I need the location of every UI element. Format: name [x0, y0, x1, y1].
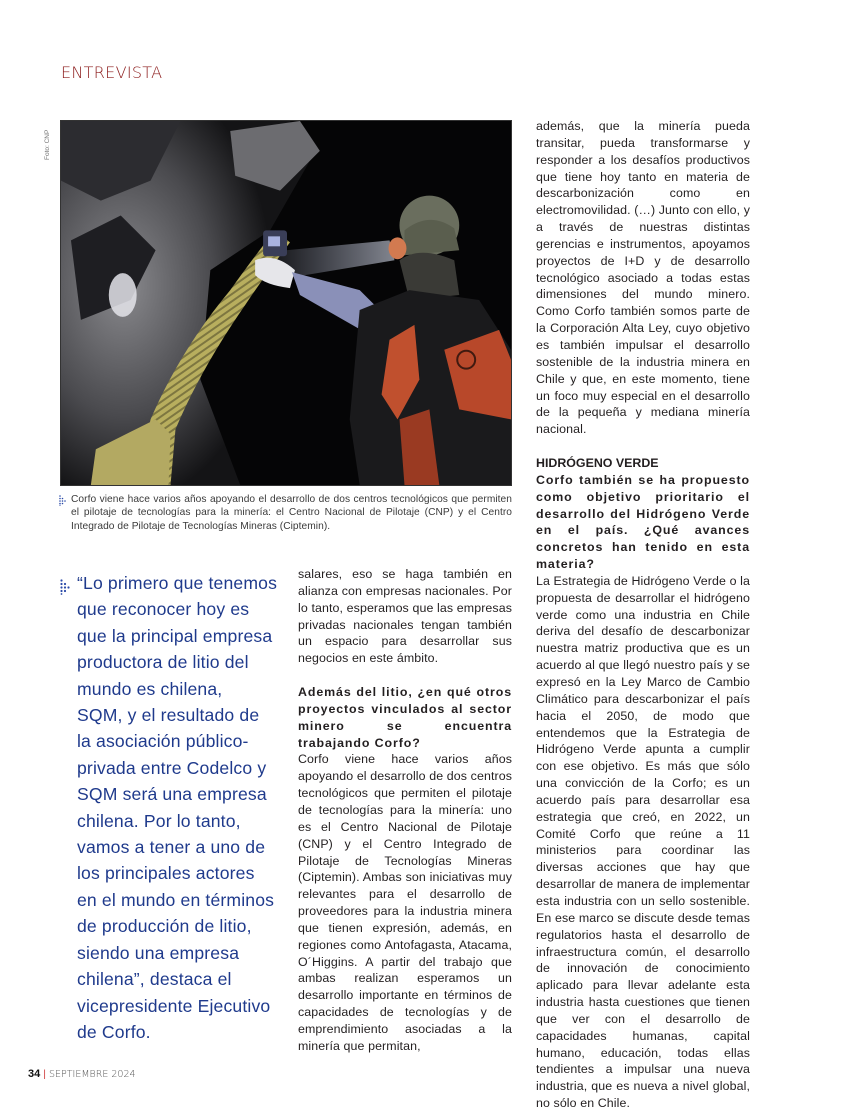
- pullquote-line: que la principal empresa: [77, 625, 273, 646]
- mine-worker-illustration: [61, 121, 511, 485]
- section-label: ENTREVISTA: [61, 63, 163, 82]
- dotted-arrow-bullet-icon: [59, 495, 68, 510]
- pullquote-line: productora de litio del: [77, 652, 249, 673]
- pullquote-line: privada entre Codelco y: [77, 757, 267, 778]
- pullquote-line: la asociación público-: [77, 731, 249, 752]
- article-photo: [60, 120, 512, 486]
- pullquote-line: SQM, y el resultado de: [77, 705, 260, 726]
- pullquote-line: “Lo primero que tenemos: [77, 573, 278, 593]
- interview-question: Corfo también se ha propuesto como objetivo prioritario el desarrollo del Hidrógeno Verde en el país. ¿Qué avances concretos han tenido en esta materia?: [536, 472, 750, 572]
- dotted-arrow-bullet-icon: [60, 576, 73, 602]
- pullquote-line: mundo es chilena,: [77, 678, 223, 699]
- photo-caption: [59, 493, 512, 533]
- pullquote-line: SQM será una empresa: [77, 784, 267, 805]
- caption-text: Corfo viene hace varios años apoyando el desarrollo de dos centros tecnológicos que permiten el pilotaje de tecnologías para la minería: el Centro Nacional de Pilotaje (CNP) y el Centro Integrado de Pilotaje de Tecnologías Mineras (Ciptemin).: [71, 494, 512, 532]
- page-footer: [28, 1068, 136, 1080]
- article-column-right: [536, 118, 750, 1111]
- issue-date: SEPTIEMBRE 2024: [48, 1069, 136, 1080]
- article-column-middle: [298, 566, 512, 1055]
- photo-credit: Foto: CNP: [44, 129, 51, 160]
- body-paragraph: salares, eso se haga también en alianza con empresas nacionales. Por lo tanto, esperamos que las empresas privadas nacionales tengan también un espacio para desarrollar sus negocios en este ámbito.: [298, 567, 512, 666]
- pullquote-line: en el mundo en términos: [77, 889, 275, 910]
- pullquote-line: siendo una empresa: [77, 942, 240, 963]
- pullquote-line: chilena”, destaca el: [77, 969, 232, 990]
- body-paragraph: además, que la minería pueda transitar, pueda transformarse y responder a los desafíos productivos que tiene hoy tanto en materia de descarbonización como en electromovilidad. (…) Junto con ello, y a través de nuestras distintas gerencias e instrumentos, apoyamos proyectos de I+D y de desarrollo tecnológico asociado a todas estas dimensiones del mundo minero. Como Corfo también somos parte de la Corporación Alta Ley, cuyo objetivo es también impulsar el desarrollo sostenible de la industria minera en Chile y que, en este momento, tiene un foco muy especial en el desarrollo de la pequeña y mediana minería nacional.: [536, 119, 750, 437]
- pullquote-line: chilena. Por lo tanto,: [77, 810, 241, 831]
- page-number: 34: [28, 1068, 41, 1080]
- pullquote-line: vamos a tener a uno de: [77, 837, 266, 858]
- pullquote-line: de Corfo.: [77, 1021, 151, 1042]
- body-paragraph: La Estrategia de Hidrógeno Verde o la propuesta de desarrollar el hidrógeno verde como una industria en Chile deriva del desafío de descarbonizar nuestra matriz productiva que es un acuerdo al que llegó nuestro país y se expresó en la Ley Marco de Cambio Climático para descarbonizar el país hacia el 2050, de modo que entendemos que la Estrategia de Hidrógeno Verde apunta a cumplir con ese objetivo. Es más que sólo una convicción de la Corfo; es un acuerdo país para desarrollar esa estrategia que creó, en 2022, un Comité Corfo que reúne a 11 ministerios para coordinar las diversas acciones que hay que desarrollar de manera de implementar esta industria con un sello sostenible. En ese marco se discute desde temas regulatorios hasta el desarrollo de infraestructura común, el desarrollo de innovación de conocimiento aplicado para llevar adelante esta industria hasta cuestiones que tienen que ver con el desarrollo de capacidades humanas, capital humano, educación, todas ellas tendientes a impulsar una nueva industria, que es nueva a nivel global, no sólo en Chile.: [536, 573, 750, 1111]
- pullquote-line: de producción de litio,: [77, 916, 252, 937]
- interview-question: Además del litio, ¿en qué otros proyectos vinculados al sector minero se encuentra trabajando Corfo?: [298, 685, 512, 750]
- body-paragraph: Corfo viene hace varios años apoyando el desarrollo de dos centros tecnológicos que permiten el pilotaje de tecnologías para la minería: uno es el Centro Nacional de Pilotaje (CNP) y el Centro Integrado de Pilotaje de Tecnologías Mineras (Ciptemin). Ambas son iniciativas muy relevantes para el desarrollo de proveedores para la industria minera que tienen expresión, además, en regiones como Antofagasta, Atacama, O´Higgins. A partir del trabajo que ambas realizan esperamos un desarrollo importante en términos de capacidades de tecnologías y de emprendimiento asociadas a la minería que permitan,: [298, 752, 512, 1053]
- section-subheading: HIDRÓGENO VERDE: [536, 456, 659, 471]
- pullquote-line: que reconocer hoy es: [77, 599, 250, 620]
- pullquote-line: los principales actores: [77, 863, 255, 884]
- footer-separator: |: [43, 1068, 46, 1080]
- pullquote-line: vicepresidente Ejecutivo: [77, 995, 271, 1016]
- pull-quote: [60, 570, 285, 1045]
